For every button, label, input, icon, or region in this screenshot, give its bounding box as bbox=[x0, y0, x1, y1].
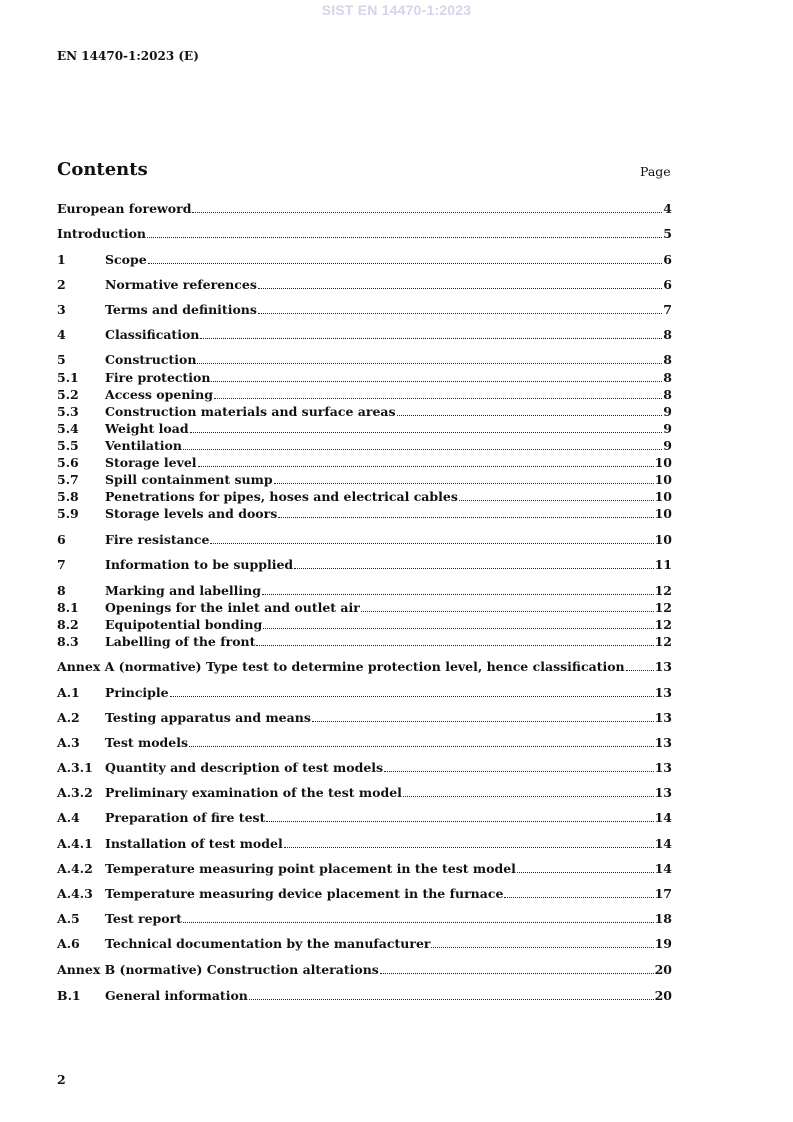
toc-entry-title: Normative references bbox=[105, 277, 257, 292]
toc-entry[interactable] bbox=[57, 784, 672, 801]
toc-dot-leader bbox=[278, 515, 653, 518]
toc-entry-number: 5.1 bbox=[57, 370, 79, 385]
toc-entry-page: 8 bbox=[663, 387, 672, 402]
toc-entry-number: 5.2 bbox=[57, 387, 79, 402]
toc-entry-title: Annex B (normative) Construction alterations bbox=[57, 962, 379, 977]
toc-entry-number: A.3.2 bbox=[57, 785, 93, 800]
toc-entry-number: A.1 bbox=[57, 685, 80, 700]
toc-entry-page: 13 bbox=[654, 659, 672, 674]
toc-entry[interactable] bbox=[57, 885, 672, 902]
toc-entry-title: Scope bbox=[105, 252, 147, 267]
toc-dot-leader bbox=[403, 794, 654, 797]
toc-entry-title: Test report bbox=[105, 911, 182, 926]
toc-entry-number: A.4.1 bbox=[57, 836, 93, 851]
toc-entry[interactable] bbox=[57, 556, 672, 573]
toc-entry-number: A.4 bbox=[57, 810, 80, 825]
toc-entry-number: 7 bbox=[57, 557, 66, 572]
toc-entry[interactable] bbox=[57, 505, 672, 522]
toc-entry-page: 13 bbox=[654, 685, 672, 700]
toc-entry-number: 5 bbox=[57, 352, 66, 367]
toc-entry-number: 5.6 bbox=[57, 455, 79, 470]
toc-entry-page: 8 bbox=[663, 370, 672, 385]
toc-entry-page: 9 bbox=[663, 404, 672, 419]
toc-dot-leader bbox=[170, 694, 654, 697]
toc-entry-title: Storage level bbox=[105, 455, 197, 470]
toc-entry[interactable] bbox=[57, 301, 672, 318]
toc-entry-title: Fire resistance bbox=[105, 532, 210, 547]
toc-entry[interactable] bbox=[57, 471, 672, 488]
toc-entry-title: Fire protection bbox=[105, 370, 211, 385]
toc-entry-number: A.5 bbox=[57, 911, 80, 926]
toc-dot-leader bbox=[284, 845, 654, 848]
toc-entry-title: Technical documentation by the manufacturer bbox=[105, 936, 431, 951]
toc-entry-number: 4 bbox=[57, 327, 66, 342]
toc-entry-page: 6 bbox=[663, 252, 672, 267]
toc-dot-leader bbox=[183, 920, 654, 923]
toc-entry-page: 20 bbox=[654, 988, 672, 1003]
toc-entry[interactable] bbox=[57, 709, 672, 726]
toc-entry-title: Principle bbox=[105, 685, 169, 700]
page-number: 2 bbox=[57, 1072, 66, 1087]
toc-entry-page: 9 bbox=[663, 421, 672, 436]
toc-dot-leader bbox=[190, 430, 663, 433]
toc-entry-number: 8.1 bbox=[57, 600, 79, 615]
toc-entry-page: 12 bbox=[654, 617, 672, 632]
watermark: SIST EN 14470-1:2023 bbox=[321, 2, 472, 18]
toc-entry-page: 13 bbox=[654, 735, 672, 750]
toc-entry[interactable] bbox=[57, 734, 672, 751]
toc-entry-number: 3 bbox=[57, 302, 66, 317]
toc-entry[interactable] bbox=[57, 386, 672, 403]
toc-entry[interactable] bbox=[57, 684, 672, 701]
toc-dot-leader bbox=[147, 235, 662, 238]
toc-entry-number: B.1 bbox=[57, 988, 81, 1003]
toc-entry-title: Terms and definitions bbox=[105, 302, 257, 317]
toc-entry[interactable] bbox=[57, 633, 672, 650]
toc-entry-number: 5.9 bbox=[57, 506, 79, 521]
toc-dot-leader bbox=[214, 396, 662, 399]
toc-dot-leader bbox=[626, 668, 654, 671]
toc-dot-leader bbox=[266, 819, 653, 822]
toc-entry[interactable] bbox=[57, 420, 672, 437]
toc-dot-leader bbox=[504, 895, 653, 898]
toc-entry-title: Information to be supplied bbox=[105, 557, 294, 572]
toc-dot-leader bbox=[192, 210, 662, 213]
toc-entry-title: Testing apparatus and means bbox=[105, 710, 311, 725]
toc-dot-leader bbox=[198, 464, 654, 467]
toc-entry-title: Construction bbox=[105, 352, 197, 367]
toc-entry[interactable] bbox=[57, 403, 672, 420]
toc-entry-number: A.2 bbox=[57, 710, 80, 725]
toc-dot-leader bbox=[517, 870, 654, 873]
contents-title: Contents bbox=[57, 159, 148, 180]
toc-entry-title: Equipotential bonding bbox=[105, 617, 263, 632]
toc-entry-page: 18 bbox=[654, 911, 672, 926]
toc-dot-leader bbox=[361, 609, 654, 612]
toc-dot-leader bbox=[256, 643, 653, 646]
toc-entry[interactable] bbox=[57, 531, 672, 548]
toc-dot-leader bbox=[200, 336, 662, 339]
toc-entry-page: 14 bbox=[654, 836, 672, 851]
toc-entry-page: 12 bbox=[654, 583, 672, 598]
toc-dot-leader bbox=[197, 361, 662, 364]
toc-entry-title: Preliminary examination of the test model bbox=[105, 785, 402, 800]
toc-entry-title: Installation of test model bbox=[105, 836, 283, 851]
toc-entry[interactable] bbox=[57, 935, 672, 952]
toc-entry[interactable] bbox=[57, 616, 672, 633]
toc-dot-leader bbox=[258, 311, 662, 314]
toc-entry[interactable] bbox=[57, 369, 672, 386]
toc-entry[interactable] bbox=[57, 987, 672, 1004]
toc-entry-number: A.6 bbox=[57, 936, 80, 951]
toc-entry-page: 8 bbox=[663, 327, 672, 342]
toc-entry-title: Annex A (normative) Type test to determine protection level, hence classification bbox=[57, 659, 625, 674]
toc-entry-title: European foreword bbox=[57, 201, 192, 216]
toc-entry[interactable] bbox=[57, 200, 672, 217]
toc-dot-leader bbox=[274, 481, 654, 484]
toc-entry[interactable] bbox=[57, 910, 672, 927]
toc-dot-leader bbox=[258, 286, 662, 289]
toc-dot-leader bbox=[189, 744, 654, 747]
toc-entry-title: Temperature measuring point placement in the test model bbox=[105, 861, 516, 876]
toc-entry-page: 12 bbox=[654, 634, 672, 649]
toc-entry-number: 8 bbox=[57, 583, 66, 598]
toc-entry-title: Openings for the inlet and outlet air bbox=[105, 600, 360, 615]
toc-entry[interactable] bbox=[57, 351, 672, 368]
toc-entry[interactable] bbox=[57, 276, 672, 293]
toc-entry-title: Access opening bbox=[105, 387, 213, 402]
toc-entry-page: 13 bbox=[654, 760, 672, 775]
toc-dot-leader bbox=[183, 447, 662, 450]
toc-entry-title: General information bbox=[105, 988, 248, 1003]
toc-dot-leader bbox=[263, 626, 653, 629]
toc-entry-page: 17 bbox=[654, 886, 672, 901]
toc-entry-page: 9 bbox=[663, 438, 672, 453]
toc-entry[interactable] bbox=[57, 326, 672, 343]
toc-entry-number: 5.3 bbox=[57, 404, 79, 419]
toc-entry-title: Penetrations for pipes, hoses and electrical cables bbox=[105, 489, 458, 504]
toc-entry-page: 10 bbox=[654, 489, 672, 504]
toc-entry-number: 6 bbox=[57, 532, 66, 547]
toc-entry-page: 11 bbox=[654, 557, 672, 572]
toc-entry-title: Introduction bbox=[57, 226, 147, 241]
toc-entry-title: Labelling of the front bbox=[105, 634, 256, 649]
toc-entry-title: Marking and labelling bbox=[105, 583, 262, 598]
toc-entry-number: 8.2 bbox=[57, 617, 79, 632]
toc-entry[interactable] bbox=[57, 582, 672, 599]
toc-entry-title: Construction materials and surface areas bbox=[105, 404, 396, 419]
toc-entry[interactable] bbox=[57, 251, 672, 268]
toc-dot-leader bbox=[431, 945, 653, 948]
toc-dot-leader bbox=[459, 498, 654, 501]
toc-entry[interactable] bbox=[57, 658, 672, 675]
toc-entry-number: 5.7 bbox=[57, 472, 79, 487]
toc-entry-page: 10 bbox=[654, 532, 672, 547]
toc-entry-title: Storage levels and doors bbox=[105, 506, 278, 521]
toc-entry-title: Ventilation bbox=[105, 438, 182, 453]
toc-entry[interactable] bbox=[57, 860, 672, 877]
toc-entry[interactable] bbox=[57, 488, 672, 505]
toc-dot-leader bbox=[211, 379, 662, 382]
toc-entry[interactable] bbox=[57, 759, 672, 776]
toc-entry[interactable] bbox=[57, 225, 672, 242]
toc-dot-leader bbox=[384, 769, 654, 772]
toc-dot-leader bbox=[397, 413, 663, 416]
toc-entry-page: 10 bbox=[654, 506, 672, 521]
toc-entry-number: A.3 bbox=[57, 735, 80, 750]
toc-entry-title: Test models bbox=[105, 735, 189, 750]
toc-entry-number: A.4.3 bbox=[57, 886, 93, 901]
toc-entry[interactable] bbox=[57, 437, 672, 454]
toc-dot-leader bbox=[249, 997, 654, 1000]
toc-entry[interactable] bbox=[57, 454, 672, 471]
toc-entry[interactable] bbox=[57, 835, 672, 852]
toc-entry-title: Weight load bbox=[105, 421, 189, 436]
toc-entry-number: 5.4 bbox=[57, 421, 79, 436]
toc-entry-number: 5.8 bbox=[57, 489, 79, 504]
toc-entry-page: 7 bbox=[663, 302, 672, 317]
page-column-label: Page bbox=[640, 164, 671, 179]
toc-entry-page: 8 bbox=[663, 352, 672, 367]
toc-entry-page: 6 bbox=[663, 277, 672, 292]
toc-entry-title: Quantity and description of test models bbox=[105, 760, 384, 775]
toc-entry-page: 10 bbox=[654, 472, 672, 487]
toc-entry-title: Temperature measuring device placement in the furnace bbox=[105, 886, 504, 901]
toc-entry-page: 19 bbox=[654, 936, 672, 951]
toc-dot-leader bbox=[210, 541, 653, 544]
toc-entry-page: 20 bbox=[654, 962, 672, 977]
toc-entry[interactable] bbox=[57, 809, 672, 826]
toc-entry-number: 1 bbox=[57, 252, 66, 267]
toc-dot-leader bbox=[148, 261, 663, 264]
toc-entry-page: 14 bbox=[654, 861, 672, 876]
document-id: EN 14470-1:2023 (E) bbox=[57, 49, 199, 63]
toc-entry-title: Spill containment sump bbox=[105, 472, 273, 487]
toc-dot-leader bbox=[312, 719, 654, 722]
toc-dot-leader bbox=[262, 592, 654, 595]
toc-entry-title: Preparation of fire test bbox=[105, 810, 266, 825]
toc-entry[interactable] bbox=[57, 599, 672, 616]
toc-entry-number: A.3.1 bbox=[57, 760, 93, 775]
toc-entry-page: 12 bbox=[654, 600, 672, 615]
toc-entry-page: 13 bbox=[654, 710, 672, 725]
toc-entry-title: Classification bbox=[105, 327, 200, 342]
toc-dot-leader bbox=[294, 566, 653, 569]
toc-entry-number: 5.5 bbox=[57, 438, 79, 453]
toc-entry-number: 8.3 bbox=[57, 634, 79, 649]
toc-entry-number: 2 bbox=[57, 277, 66, 292]
toc-dot-leader bbox=[380, 971, 654, 974]
toc-entry[interactable] bbox=[57, 961, 672, 978]
toc-entry-page: 10 bbox=[654, 455, 672, 470]
toc-entry-number: A.4.2 bbox=[57, 861, 93, 876]
toc-entry-page: 4 bbox=[663, 201, 672, 216]
toc-entry-page: 13 bbox=[654, 785, 672, 800]
toc-entry-page: 14 bbox=[654, 810, 672, 825]
toc-entry-page: 5 bbox=[663, 226, 672, 241]
